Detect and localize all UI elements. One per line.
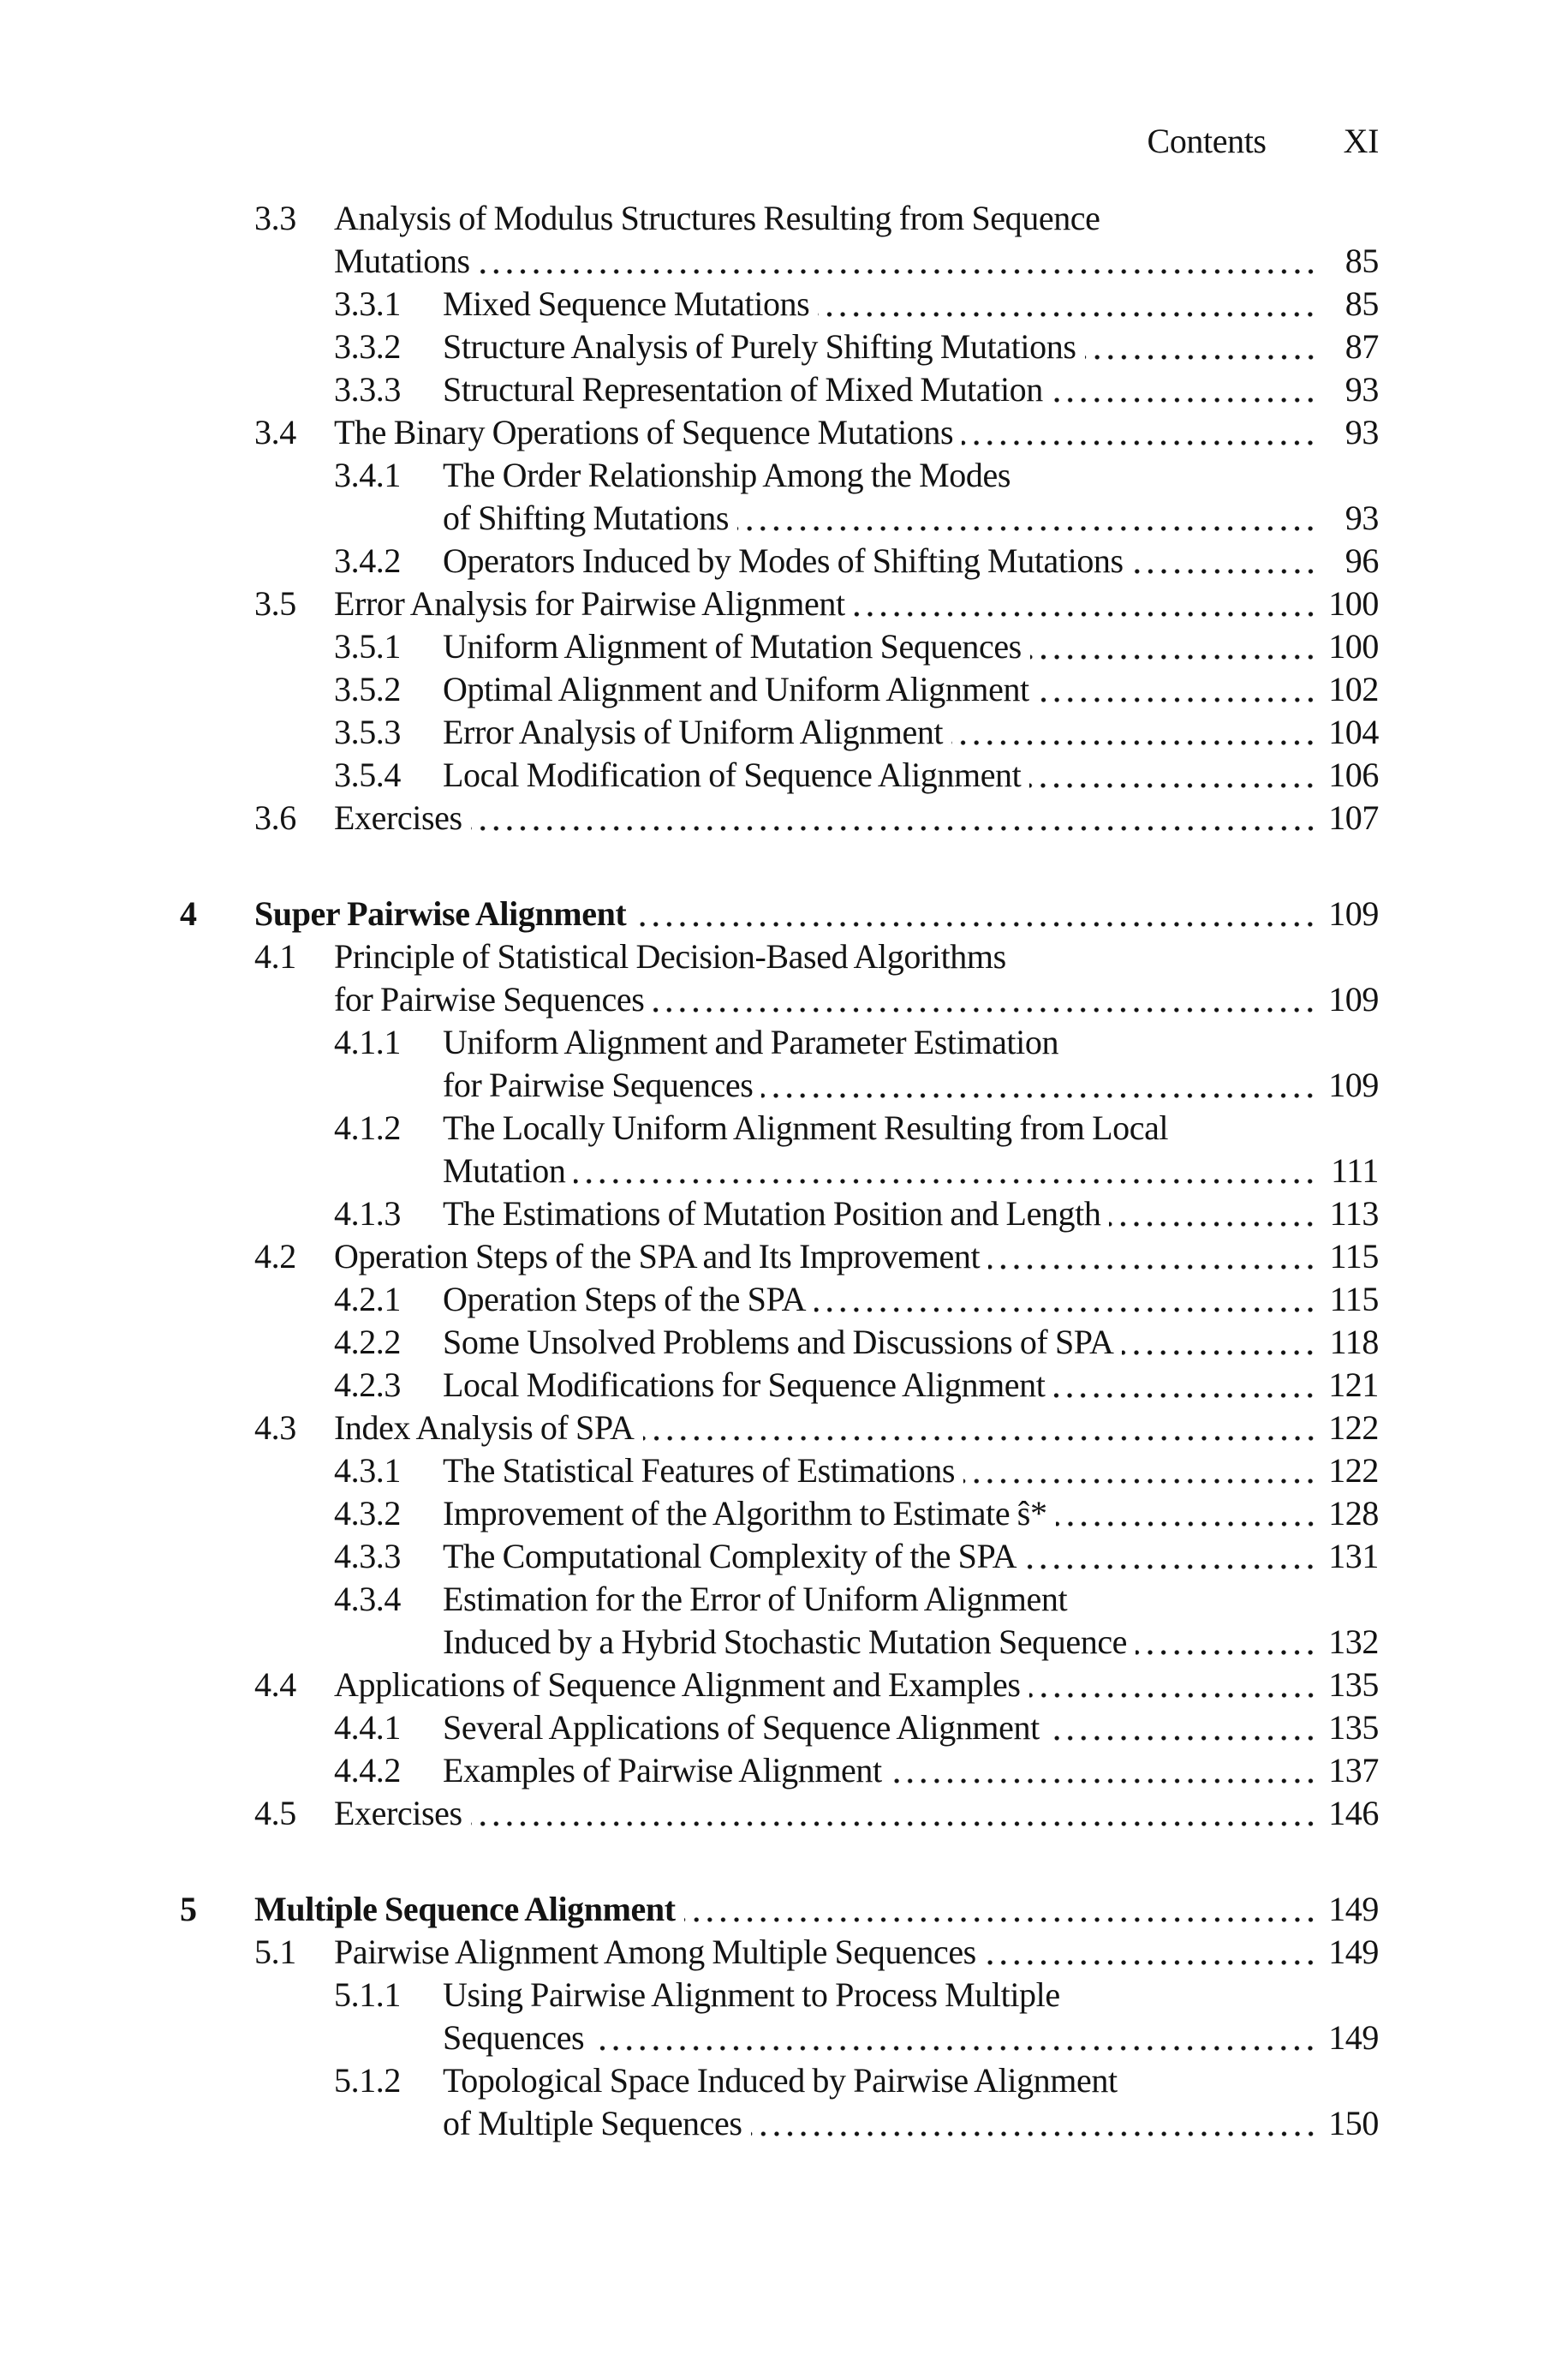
- toc-row: [0, 893, 1379, 935]
- entry-title-line: Uniform Alignment of Mutation Sequences: [443, 627, 1022, 666]
- entry-title-line: Exercises: [334, 798, 462, 837]
- toc-row: [0, 454, 1379, 497]
- toc-row: [0, 1278, 1379, 1321]
- entry-title-line: Estimation for the Error of Uniform Alignment: [443, 1580, 1068, 1618]
- toc-row: [0, 1974, 1379, 2017]
- page-number: 135: [1328, 1665, 1379, 1704]
- toc-entry: [0, 1021, 1379, 1107]
- page-number: 131: [1328, 1537, 1379, 1575]
- page-number: 93: [1344, 499, 1379, 537]
- entry-number: 3.5.3: [334, 713, 402, 751]
- entry-title-line: Operation Steps of the SPA: [443, 1280, 807, 1318]
- toc-entry: [0, 1449, 1379, 1492]
- entry-title-line: Error Analysis for Pairwise Alignment: [334, 584, 845, 623]
- toc-entry: [0, 754, 1379, 797]
- page-number: 150: [1328, 2104, 1379, 2142]
- toc-entry: [0, 368, 1379, 411]
- entry-number: 3.5: [254, 584, 296, 623]
- toc-row: [0, 1150, 1379, 1192]
- entry-title-line: Local Modifications for Sequence Alignment: [443, 1365, 1046, 1404]
- header-title: Contents: [1147, 122, 1267, 160]
- dot-leader: [593, 2017, 1319, 2059]
- toc-entry: [0, 1364, 1379, 1407]
- page-number: 132: [1328, 1622, 1379, 1661]
- entry-title-line: for Pairwise Sequences: [443, 1066, 754, 1104]
- entry-number: 5.1.2: [334, 2061, 402, 2100]
- toc-entry: [0, 326, 1379, 368]
- toc-row: [0, 497, 1379, 540]
- toc-row: [0, 935, 1379, 978]
- toc-row: [0, 1792, 1379, 1835]
- entry-number: 3.4: [254, 413, 296, 451]
- dot-leader: [988, 1235, 1319, 1278]
- toc-row: [0, 668, 1379, 711]
- header-page-number: XI: [1343, 122, 1379, 160]
- toc-entry: [0, 454, 1379, 540]
- entry-title-line: Sequences: [443, 2018, 585, 2057]
- page-number: 106: [1328, 756, 1379, 794]
- entry-title-line: Exercises: [334, 1794, 462, 1832]
- toc-entry: [0, 1107, 1379, 1192]
- entry-title-line: for Pairwise Sequences: [334, 980, 645, 1019]
- toc-row: [0, 283, 1379, 326]
- entry-number: 4.1.1: [334, 1023, 402, 1061]
- page-number: 104: [1328, 713, 1379, 751]
- entry-title-line: of Shifting Mutations: [443, 499, 730, 537]
- toc-row: [0, 1706, 1379, 1749]
- entry-title-line: The Binary Operations of Sequence Mutations: [334, 413, 954, 451]
- toc-row: [0, 1888, 1379, 1931]
- entry-title-line: Applications of Sequence Alignment and Examples: [334, 1665, 1021, 1704]
- entry-title-line: Structure Analysis of Purely Shifting Mutations: [443, 327, 1076, 366]
- toc-entry: [0, 668, 1379, 711]
- toc-entry: [0, 540, 1379, 583]
- toc-row: [0, 1449, 1379, 1492]
- toc-entry: [0, 1192, 1379, 1235]
- toc-row: [0, 1578, 1379, 1621]
- toc-entry: [0, 1974, 1379, 2059]
- toc-row: [0, 978, 1379, 1021]
- toc-row: [0, 1492, 1379, 1535]
- entry-number: 3.3.2: [334, 327, 402, 366]
- entry-title-line: Super Pairwise Alignment: [254, 894, 627, 933]
- entry-title-line: Multiple Sequence Alignment: [254, 1890, 676, 1928]
- page-number: 122: [1328, 1451, 1379, 1490]
- toc-entry: [0, 1407, 1379, 1449]
- entry-title-line: Structural Representation of Mixed Mutation: [443, 370, 1043, 409]
- entry-number: 3.3.1: [334, 284, 402, 323]
- entry-title-line: Operation Steps of the SPA and Its Improvement: [334, 1237, 981, 1276]
- dot-leader: [1136, 1621, 1319, 1664]
- entry-title-line: The Estimations of Mutation Position and Length: [443, 1194, 1101, 1233]
- toc-row: [0, 411, 1379, 454]
- toc-row: [0, 797, 1379, 839]
- page-number: 100: [1328, 627, 1379, 666]
- entry-title-line: The Locally Uniform Alignment Resulting from Local: [443, 1108, 1169, 1147]
- toc-row: [0, 326, 1379, 368]
- toc-row: [0, 1407, 1379, 1449]
- page-number: 111: [1331, 1151, 1379, 1190]
- toc-entry: [0, 625, 1379, 668]
- toc-entry: [0, 1706, 1379, 1749]
- toc-entry: [0, 2059, 1379, 2145]
- page-number: 109: [1328, 1066, 1379, 1104]
- toc-entry: [0, 1931, 1379, 1974]
- entry-number: 3.5.1: [334, 627, 402, 666]
- toc-row: [0, 1235, 1379, 1278]
- toc-entry: [0, 1888, 1379, 1931]
- toc-entry: [0, 1792, 1379, 1835]
- entry-title-line: Index Analysis of SPA: [334, 1408, 635, 1447]
- dot-leader: [1052, 368, 1319, 411]
- page-number: 109: [1328, 894, 1379, 933]
- dot-leader: [1109, 1192, 1319, 1235]
- page-number: 149: [1328, 1933, 1379, 1971]
- toc-entry: [0, 1749, 1379, 1792]
- toc-entry: [0, 1235, 1379, 1278]
- page-number: 85: [1344, 284, 1379, 323]
- page-number: 149: [1328, 2018, 1379, 2057]
- dot-leader: [1029, 754, 1319, 797]
- entry-number: 4.3.2: [334, 1494, 402, 1533]
- entry-title-line: Uniform Alignment and Parameter Estimation: [443, 1023, 1059, 1061]
- entry-number: 3.3: [254, 199, 296, 237]
- page-number: 96: [1344, 541, 1379, 580]
- page-number: 122: [1328, 1408, 1379, 1447]
- toc-row: [0, 1364, 1379, 1407]
- entry-number: 3.5.2: [334, 670, 402, 708]
- entry-number: 4.4.2: [334, 1751, 402, 1789]
- dot-leader: [891, 1749, 1319, 1792]
- toc-row: [0, 1321, 1379, 1364]
- entry-number: 4.1.2: [334, 1108, 402, 1147]
- dot-leader: [951, 711, 1319, 754]
- dot-leader: [471, 797, 1319, 839]
- page-number: 87: [1344, 327, 1379, 366]
- toc-row: [0, 2059, 1379, 2102]
- entry-number: 3.6: [254, 798, 296, 837]
- running-header: [0, 120, 1379, 163]
- page-number: 149: [1328, 1890, 1379, 1928]
- entry-title-line: Improvement of the Algorithm to Estimate ŝ*: [443, 1494, 1047, 1533]
- dot-leader: [1122, 1321, 1319, 1364]
- entry-number: 4.3: [254, 1408, 296, 1447]
- entry-number: 4.1.3: [334, 1194, 402, 1233]
- toc-entry: [0, 1278, 1379, 1321]
- entry-number: 5.1: [254, 1933, 296, 1971]
- entry-title-line: Examples of Pairwise Alignment: [443, 1751, 882, 1789]
- dot-leader: [1132, 540, 1319, 583]
- entry-title-line: Mutations: [334, 242, 470, 280]
- entry-title-line: Optimal Alignment and Uniform Alignment: [443, 670, 1029, 708]
- dot-leader: [818, 283, 1319, 326]
- entry-title-line: Several Applications of Sequence Alignment: [443, 1708, 1040, 1747]
- entry-title-line: The Statistical Features of Estimations: [443, 1451, 956, 1490]
- toc-row: [0, 754, 1379, 797]
- toc-entry: [0, 197, 1379, 283]
- toc-entry: [0, 1578, 1379, 1664]
- entry-number: 3.4.2: [334, 541, 402, 580]
- toc-entry: [0, 935, 1379, 1021]
- entry-title-line: Some Unsolved Problems and Discussions of SPA: [443, 1323, 1114, 1361]
- page-number: 107: [1328, 798, 1379, 837]
- toc-row: [0, 1621, 1379, 1664]
- toc-row: [0, 540, 1379, 583]
- toc-entry: [0, 797, 1379, 839]
- entry-title-line: The Computational Complexity of the SPA: [443, 1537, 1017, 1575]
- toc-entry: [0, 1535, 1379, 1578]
- entry-number: 4.3.1: [334, 1451, 402, 1490]
- toc-row: [0, 1064, 1379, 1107]
- page-number: 100: [1328, 584, 1379, 623]
- page-number: 109: [1328, 980, 1379, 1019]
- dot-leader: [854, 583, 1319, 625]
- entry-title-line: of Multiple Sequences: [443, 2104, 742, 2142]
- page-number: 137: [1328, 1751, 1379, 1789]
- entry-number: 4.4: [254, 1665, 296, 1704]
- page-number: 113: [1329, 1194, 1379, 1233]
- dot-leader: [635, 893, 1319, 935]
- dot-leader: [814, 1278, 1319, 1321]
- entry-title-line: Mixed Sequence Mutations: [443, 284, 810, 323]
- toc-row: [0, 1749, 1379, 1792]
- entry-number: 3.4.1: [334, 456, 402, 494]
- toc-entry: [0, 1492, 1379, 1535]
- entry-title-line: Principle of Statistical Decision-Based Algorithms: [334, 937, 1006, 976]
- page-number: 146: [1328, 1794, 1379, 1832]
- toc-row: [0, 1664, 1379, 1706]
- toc-row: [0, 197, 1379, 240]
- page-number: 93: [1344, 370, 1379, 409]
- entry-title-line: Local Modification of Sequence Alignment: [443, 756, 1022, 794]
- toc-row: [0, 2017, 1379, 2059]
- toc-row: [0, 1535, 1379, 1578]
- dot-leader: [653, 978, 1319, 1021]
- entry-number: 4.2.3: [334, 1365, 402, 1404]
- entry-number: 5: [180, 1890, 197, 1928]
- dot-leader: [761, 1064, 1319, 1107]
- dot-leader: [1025, 1535, 1319, 1578]
- entry-title-line: Induced by a Hybrid Stochastic Mutation Sequence: [443, 1622, 1128, 1661]
- entry-title-line: Topological Space Induced by Pairwise Alignment: [443, 2061, 1118, 2100]
- entry-title-line: Pairwise Alignment Among Multiple Sequences: [334, 1933, 976, 1971]
- page-number: 93: [1344, 413, 1379, 451]
- page-number: 115: [1329, 1280, 1379, 1318]
- dot-leader: [643, 1407, 1320, 1449]
- toc-row: [0, 240, 1379, 283]
- dot-leader: [684, 1888, 1319, 1931]
- dot-leader: [1030, 625, 1319, 668]
- toc-row: [0, 368, 1379, 411]
- page-number: 102: [1328, 670, 1379, 708]
- entry-title-line: Operators Induced by Modes of Shifting Mutations: [443, 541, 1124, 580]
- entry-number: 4.2: [254, 1237, 296, 1276]
- dot-leader: [1053, 1364, 1319, 1407]
- page-number: 128: [1328, 1494, 1379, 1533]
- page-content: [0, 120, 1379, 2145]
- entry-number: 4.3.4: [334, 1580, 402, 1618]
- entry-title-line: Using Pairwise Alignment to Process Multiple: [443, 1975, 1060, 2014]
- dot-leader: [1048, 1706, 1319, 1749]
- toc-row: [0, 1107, 1379, 1150]
- toc-row: [0, 1021, 1379, 1064]
- dot-leader: [1038, 668, 1319, 711]
- toc-list: [0, 197, 1379, 2145]
- toc-row: [0, 711, 1379, 754]
- entry-number: 4.2.1: [334, 1280, 402, 1318]
- toc-entry: [0, 283, 1379, 326]
- entry-title-line: Error Analysis of Uniform Alignment: [443, 713, 944, 751]
- toc-row: [0, 2102, 1379, 2145]
- toc-row: [0, 1931, 1379, 1974]
- toc-entry: [0, 893, 1379, 935]
- page-number: 121: [1328, 1365, 1379, 1404]
- toc-row: [0, 625, 1379, 668]
- entry-number: 3.3.3: [334, 370, 402, 409]
- page-number: 85: [1344, 242, 1379, 280]
- entry-title-line: The Order Relationship Among the Modes: [443, 456, 1011, 494]
- toc-entry: [0, 583, 1379, 625]
- dot-leader: [737, 497, 1319, 540]
- dot-leader: [479, 240, 1319, 283]
- dot-leader: [1056, 1492, 1319, 1535]
- dot-leader: [985, 1931, 1319, 1974]
- toc-row: [0, 583, 1379, 625]
- entry-title-line: Analysis of Modulus Structures Resulting from Sequence: [334, 199, 1100, 237]
- entry-number: 4.5: [254, 1794, 296, 1832]
- dot-leader: [963, 1449, 1319, 1492]
- entry-number: 4.1: [254, 937, 296, 976]
- entry-number: 4: [180, 894, 197, 933]
- entry-number: 4.2.2: [334, 1323, 402, 1361]
- dot-leader: [962, 411, 1319, 454]
- toc-entry: [0, 1321, 1379, 1364]
- dot-leader: [1085, 326, 1319, 368]
- entry-number: 3.5.4: [334, 756, 402, 794]
- dot-leader: [1029, 1664, 1319, 1706]
- toc-entry: [0, 711, 1379, 754]
- entry-number: 4.4.1: [334, 1708, 402, 1747]
- dot-leader: [751, 2102, 1319, 2145]
- dot-leader: [574, 1150, 1319, 1192]
- entry-number: 5.1.1: [334, 1975, 402, 2014]
- toc-entry: [0, 411, 1379, 454]
- toc-entry: [0, 1664, 1379, 1706]
- entry-title-line: Mutation: [443, 1151, 566, 1190]
- entry-number: 4.3.3: [334, 1537, 402, 1575]
- toc-row: [0, 1192, 1379, 1235]
- dot-leader: [471, 1792, 1319, 1835]
- page-number: 135: [1328, 1708, 1379, 1747]
- page-number: 115: [1329, 1237, 1379, 1276]
- page-number: 118: [1329, 1323, 1379, 1361]
